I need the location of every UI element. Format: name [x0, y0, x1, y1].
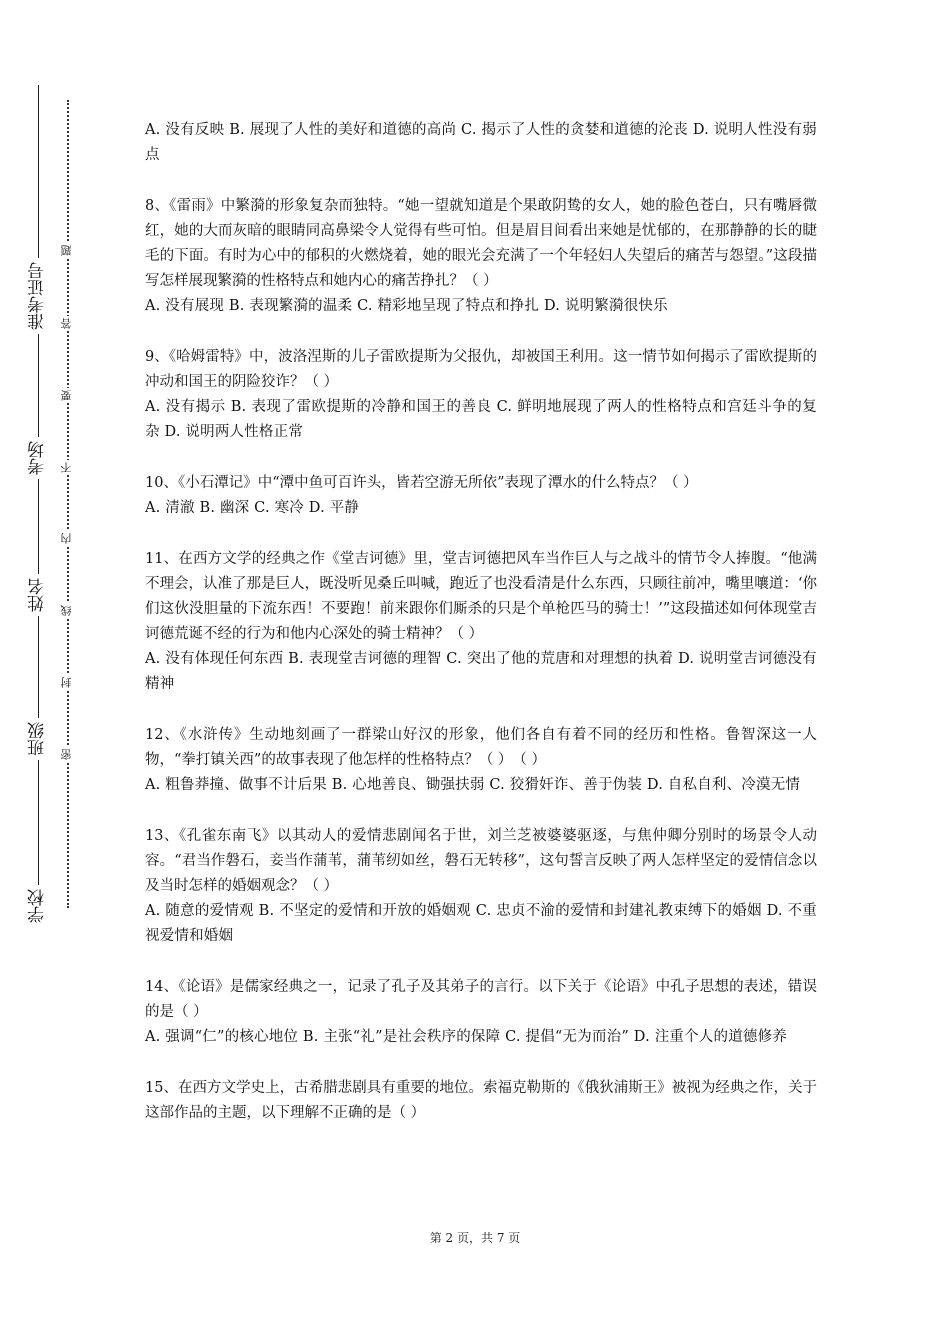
- seal-char: 内: [60, 533, 73, 544]
- question-13: [145, 824, 817, 949]
- seal-char: 答: [60, 318, 73, 329]
- question-15: [145, 1076, 817, 1126]
- exam-number-label: 准考证号: [28, 258, 48, 334]
- seal-char: 题: [60, 245, 73, 256]
- question-options: A. 粗鲁莽撞、做事不计后果 B. 心地善良、锄强扶弱 C. 狡猾奸诈、善于伪装 D. 自私自利、冷漠无情: [145, 777, 801, 793]
- question-10: [145, 471, 817, 521]
- question-stem: 15、在西方文学史上，古希腊悲剧具有重要的地位。索福克勒斯的《俄狄浦斯王》被视为经典之作，关于这部作品的主题，以下理解不正确的是（ ）: [145, 1080, 817, 1121]
- question-options: A. 没有体现任何东西 B. 表现堂吉诃德的理智 C. 突出了他的荒唐和对理想的执着 D. 说明堂吉诃德没有精神: [145, 651, 817, 692]
- question-options: A. 强调“仁”的核心地位 B. 主张“礼”是社会秩序的保障 C. 提倡“无为而治” D. 注重个人的道德修养: [145, 1029, 787, 1045]
- exam-room-label: 考场: [28, 437, 48, 479]
- question-stem: 9、《哈姆雷特》中，波洛涅斯的儿子雷欧提斯为父报仇，却被国王利用。这一情节如何揭示了雷欧提斯的冲动和国王的阴险狡诈？（ ）: [145, 349, 817, 390]
- question-stem: 11、在西方文学的经典之作《堂吉诃德》里，堂吉诃德把风车当作巨人与之战斗的情节令人捧腹。“他满不理会，认准了那是巨人，既没听见桑丘叫喊，跑近了也没看清是什么东西，只顾往前冲，嘴里嚷道：‘你们这伙没胆量的下流东西！不要跑！前来跟你们厮杀的只是个单枪匹马的骑士！’”这段描述如何体现堂吉诃德荒诞不经的行为和他内心深处的骑士精神？（ ）: [145, 551, 817, 642]
- question-options: A. 没有揭示 B. 表现了雷欧提斯的冷静和国王的善良 C. 鲜明地展现了两人的性格特点和宫廷斗争的复杂 D. 说明两人性格正常: [145, 399, 817, 440]
- question-8: [145, 194, 817, 319]
- question-14: [145, 975, 817, 1050]
- question-options: A. 没有反映 B. 展现了人性的美好和道德的高尚 C. 揭示了人性的贪婪和道德的沦丧 D. 说明人性没有弱点: [145, 122, 817, 163]
- question-options: A. 随意的爱情观 B. 不坚定的爱情和开放的婚姻观 C. 忠贞不渝的爱情和封建礼教束缚下的婚姻 D. 不重视爱情和婚姻: [145, 903, 817, 944]
- question-options: A. 没有展现 B. 表现繁漪的温柔 C. 精彩地呈现了特点和挣扎 D. 说明繁漪很快乐: [145, 298, 668, 314]
- class-label: 班级: [28, 718, 48, 760]
- page-number: 第 2 页，共 7 页: [429, 1231, 521, 1245]
- question-9: [145, 345, 817, 445]
- seal-char: 要: [60, 390, 73, 401]
- name-label: 姓名: [28, 574, 48, 616]
- question-stem: 12、《水浒传》生动地刻画了一群梁山好汉的形象，他们各自有着不同的经历和性格。鲁智深这一人物，“拳打镇关西”的故事表现了他怎样的性格特点？（ ） （ ）: [145, 727, 817, 768]
- question-list: [145, 118, 817, 1152]
- question-stem: 8、《雷雨》中繁漪的形象复杂而独特。“她一望就知道是个果敢阴鸷的女人，她的脸色苍白，只有嘴唇微红，她的大而灰暗的眼睛同高鼻梁令人觉得有些可怕。但是眉目间看出来她是忧郁的，在那静静的长的睫毛的下面。有时为心中的郁积的火燃烧着，她的眼光会充满了一个年轻妇人失望后的痛苦与怨望。”这段描写怎样展现繁漪的性格特点和她内心的痛苦挣扎？（ ）: [145, 198, 817, 289]
- seal-char: 封: [60, 677, 73, 688]
- question-12: [145, 723, 817, 798]
- seal-dotted-line: [67, 100, 69, 908]
- question-options: A. 清澈 B. 幽深 C. 寒冷 D. 平静: [145, 500, 360, 516]
- question-7-tail: [145, 118, 817, 168]
- question-stem: 13、《孔雀东南飞》以其动人的爱情悲剧闻名于世，刘兰芝被婆婆驱逐，与焦仲卿分别时的场景令人动容。“君当作磐石，妾当作蒲苇，蒲苇纫如丝，磐石无转移”，这句誓言反映了两人怎样坚定的爱情信念以及当时怎样的婚姻观念？（ ）: [145, 828, 817, 894]
- seal-char: 不: [60, 462, 73, 473]
- school-label: 学校: [28, 885, 48, 927]
- question-stem: 10、《小石潭记》中“潭中鱼可百许头，皆若空游无所依”表现了潭水的什么特点？（ ）: [145, 475, 698, 491]
- binding-line: [38, 85, 39, 915]
- question-11: [145, 547, 817, 697]
- seal-char: 线: [60, 605, 73, 616]
- seal-char: 密: [60, 749, 73, 760]
- question-stem: 14、《论语》是儒家经典之一，记录了孔子及其弟子的言行。以下关于《论语》中孔子思想的表述，错误的是（ ）: [145, 979, 817, 1020]
